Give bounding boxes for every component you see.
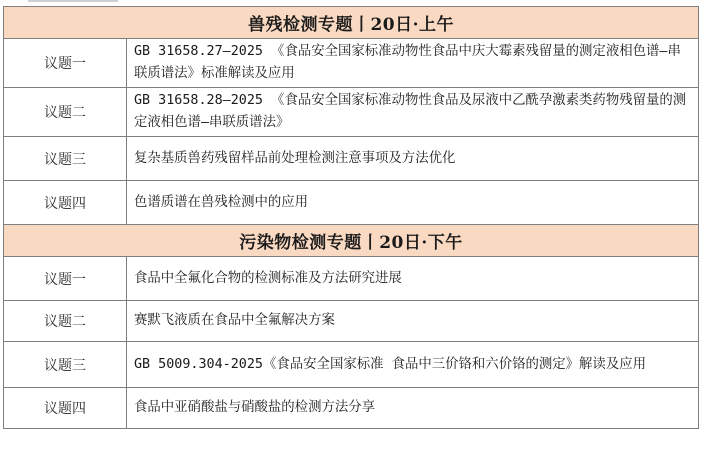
section-header-pollutant [4, 225, 699, 257]
topic-label: 议题二 [4, 88, 127, 137]
section-header-veterinary [4, 7, 699, 39]
table-row [4, 88, 699, 137]
topic-label: 议题一 [4, 257, 127, 301]
topic-label: 议题一 [4, 39, 127, 88]
table-row [4, 181, 699, 225]
table-row [4, 388, 699, 429]
table-row [4, 257, 699, 301]
topic-text: 复杂基质兽药残留样品前处理检测注意事项及方法优化 [127, 137, 699, 181]
table-row [4, 137, 699, 181]
topic-text: 食品中全氟化合物的检测标准及方法研究进展 [127, 257, 699, 301]
schedule-table [3, 6, 699, 429]
table-row [4, 342, 699, 388]
table-row [4, 301, 699, 342]
top-edge [0, 0, 701, 5]
topic-text: 食品中亚硝酸盐与硝酸盐的检测方法分享 [127, 388, 699, 429]
section-title: 兽残检测专题丨20日·上午 [4, 7, 699, 39]
topic-text: GB 31658.28—2025 《食品安全国家标准动物性食品及尿液中乙酰孕激素类药物残留量的测定液相色谱—串联质谱法》 [127, 88, 699, 137]
topic-label: 议题二 [4, 301, 127, 342]
topic-label: 议题三 [4, 137, 127, 181]
topic-text: 赛默飞液质在食品中全氟解决方案 [127, 301, 699, 342]
topic-label: 议题三 [4, 342, 127, 388]
topic-label: 议题四 [4, 388, 127, 429]
section-title: 污染物检测专题丨20日·下午 [4, 225, 699, 257]
topic-text: 色谱质谱在兽残检测中的应用 [127, 181, 699, 225]
table-row [4, 39, 699, 88]
topic-text: GB 5009.304-2025《食品安全国家标准 食品中三价铬和六价铬的测定》解读及应用 [127, 342, 699, 388]
topic-label: 议题四 [4, 181, 127, 225]
topic-text: GB 31658.27—2025 《食品安全国家标准动物性食品中庆大霉素残留量的测定液相色谱—串联质谱法》标准解读及应用 [127, 39, 699, 88]
